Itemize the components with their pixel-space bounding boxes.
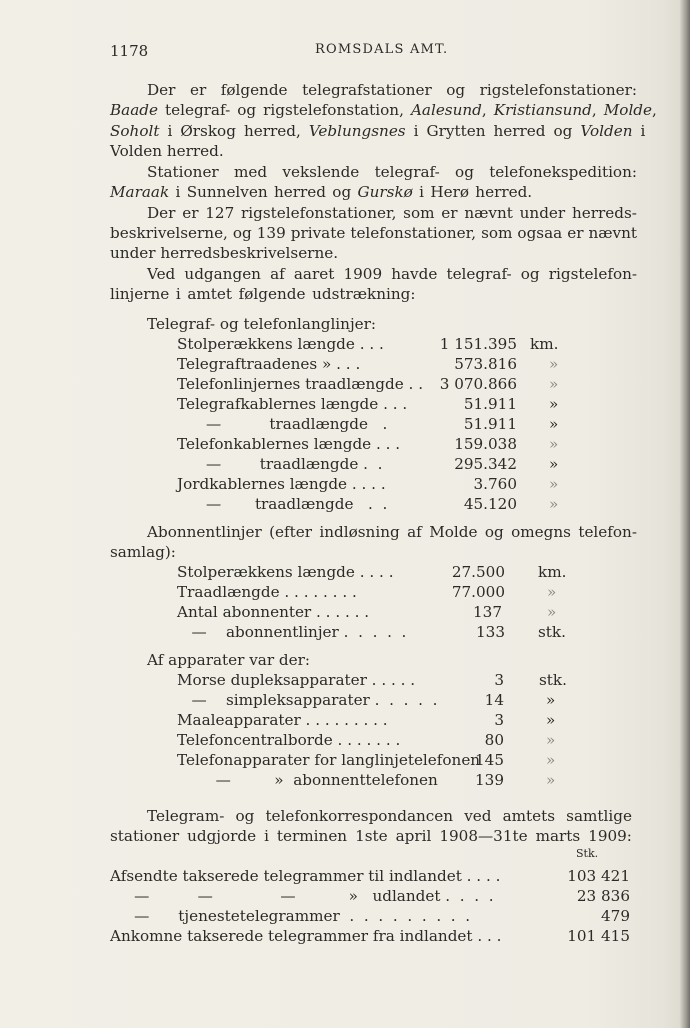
section2-heading-cont: samlag): [110,543,176,561]
p1-line1: Der er følgende telegrafstationer og rigstelefonstationer: [147,81,637,99]
page-number: 1178 [110,42,149,60]
p1-line2: Baade telegraf- og rigstelefonstation, Aalesund, Kristiansund, Molde, [110,101,657,119]
p1-line4: Volden herred. [110,142,224,160]
p5-line2: stationer udgjorde i terminen 1ste april 1908—31te marts 1909: [110,827,632,845]
book-page: 1178 ROMSDALS AMT. Der er følgende telegrafstationer og rigstelefonstationer: Baade telegraf- og rigstelefonstation, Aalesund, Kristiansund, Molde, Soholt i Ørskog herred, Veblungsnes i Grytten herred og Volden i Volden herred. Stationer med vekslende telegraf- og telefonekspedition: Maraak i Sunnelven herred og Gurskø i Herø herred. Der er 127 rigstelefonstationer, som er nævnt under herreds- beskrivelserne, og 139 private telefonstationer, som ogsaa er nævnt under herredsbeskrivelserne. Ved udgangen af aaret 1909 havde telegraf- og rigstelefon- linjerne i amtet følgende udstrækning: Telegraf- og telefonlanglinjer: Stolperækkens længde . . . 1 151.395 km. Telegraftraadenes » . . . 573.816 » Telefonlinjernes traadlængde . . 3 070.866 » Telegrafkablernes længde . . . 51.911 » — traadlængde . 51.911 » Telefonkablernes længde . . . 159.038 » — traadlængde . . 295.342 » Jordkablernes længde . . . . 3.760 » — traadlængde . . 45.120 » Abonnentlinjer (efter indløsning af Molde og omegns telefon- samlag): Stolperækkens længde . . . . 27.500 km. Traadlængde . . . . . . . . 77.000 » Antal abonnenter . . . . . . 137 » — abonnentlinjer . . . . . 133 stk. Af apparater var der: Morse dupleksapparater . . . . . 3 stk. — simpleksapparater . . . . . 14 » Maaleapparater . . . . . . . . . 3 » Telefoncentralborde . . . . . . . 80 » Telefonapparater for langlinjetelefonen 145 » — » abonnenttelefonen 139 » Telegram- og telefonkorrespondancen ved amtets samtlige stationer udgjorde i terminen 1ste april 1908—31te marts 1909: Stk. Afsendte takserede telegrammer til indlandet . . . . 103 421 — — — » udlandet . . . . 23 836 — tjenestetelegrammer . . . . . . . . . 479 Ankomne takserede telegrammer fra indlandet . . . 101 415 [0,0,690,1028]
p4-line2: linjerne i amtet følgende udstrækning: [110,285,416,303]
p2-line1: Stationer med vekslende telegraf- og telefonekspedition: [147,163,637,181]
p3-line1: Der er 127 rigstelefonstationer, som er nævnt under herreds- [147,204,637,222]
p3-line3: under herredsbeskrivelserne. [110,244,339,262]
page-header [110,42,630,62]
unit-header: Stk. [576,847,599,860]
page-edge [680,0,690,1028]
p4-line1: Ved udgangen af aaret 1909 havde telegraf- og rigstelefon- [147,265,637,283]
section3-heading: Af apparater var der: [147,651,311,669]
running-title: ROMSDALS AMT. [315,42,449,57]
section1-heading: Telegraf- og telefonlanglinjer: [147,315,377,333]
p5-line1: Telegram- og telefonkorrespondancen ved amtets samtlige [147,807,632,825]
p1-line3: Soholt i Ørskog herred, Veblungsnes i Grytten herred og Volden i [110,122,646,140]
section2-heading: Abonnentlinjer (efter indløsning af Molde og omegns telefon- [147,523,637,541]
p2-line2: Maraak i Sunnelven herred og Gurskø i Herø herred. [110,183,533,201]
p3-line2: beskrivelserne, og 139 private telefonstationer, som ogsaa er nævnt [110,224,637,242]
